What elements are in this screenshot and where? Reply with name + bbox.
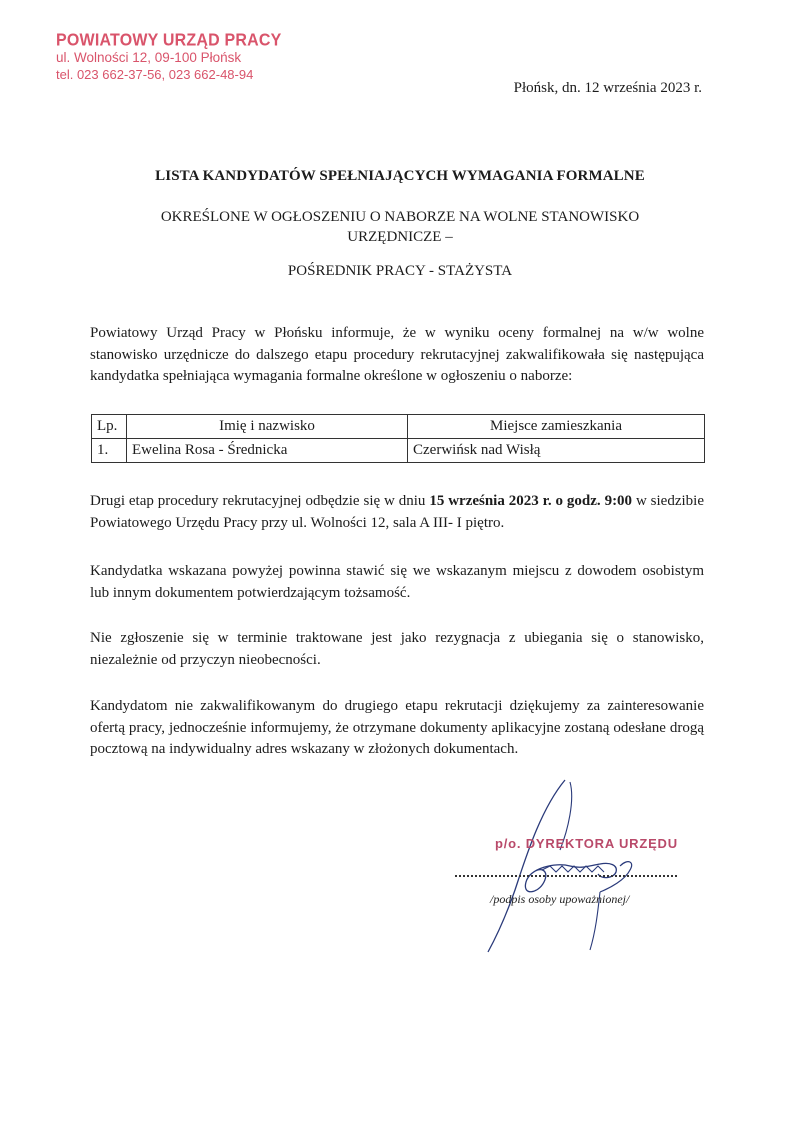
document-subtitle: OKREŚLONE W OGŁOSZENIU O NABORZE NA WOLNE STANOWISKO URZĘDNICZE – bbox=[160, 209, 640, 245]
thanks-paragraph: Kandydatom nie zakwalifikowanym do drugiego etapu rekrutacji dziękujemy za zainteresowanie ofertą pracy, jednocześnie informujemy, że otrzymane dokumenty aplikacyjne zostaną odesłane drogą pocztową na indywidualny adres wskazany w złożonych dokumentach. bbox=[90, 698, 704, 757]
position-title: POŚREDNIK PRACY - STAŻYSTA bbox=[287, 263, 513, 279]
intro-paragraph: Powiatowy Urząd Pracy w Płońsku informuje, że w wyniku oceny formalnej na w/w wolne stanowisko urzędnicze do dalszego etapu procedury rekrutacyjnej zakwalifikowała się następująca kandydatka spełniająca wymagania formalne określone w ogłoszeniu o naborze: bbox=[90, 325, 704, 384]
stamp-office-name: POWIATOWY URZĄD PRACY bbox=[56, 31, 282, 50]
header-lp: Lp. bbox=[92, 415, 127, 439]
stamp-address: ul. Wolności 12, 09-100 Płońsk bbox=[56, 50, 242, 65]
office-stamp bbox=[56, 30, 282, 83]
signature-caption: /podpis osoby upoważnionej/ bbox=[490, 892, 630, 906]
stage2-text-before: Drugi etap procedury rekrutacyjnej odbędzie się w dniu bbox=[90, 493, 430, 509]
row-city: Czerwińsk nad Wisłą bbox=[408, 439, 705, 463]
stage2-paragraph bbox=[90, 491, 704, 534]
table-header-row bbox=[92, 415, 705, 439]
stamp-phone: tel. 023 662-37-56, 023 662-48-94 bbox=[56, 66, 254, 82]
absence-paragraph: Nie zgłoszenie się w terminie traktowane jest jako rezygnacja z ubiegania się o stanowisko, niezależnie od przyczyn nieobecności. bbox=[90, 630, 704, 668]
header-city: Miejsce zamieszkania bbox=[408, 415, 705, 439]
header-name: Imię i nazwisko bbox=[127, 415, 408, 439]
id-paragraph: Kandydatka wskazana powyżej powinna stawić się we wskazanym miejscu z dowodem osobistym lub innym dokumentem potwierdzającym tożsamość. bbox=[90, 563, 704, 601]
candidates-table bbox=[91, 414, 705, 463]
stage2-date-time: 15 września 2023 r. o godz. 9:00 bbox=[429, 493, 633, 509]
signature-role: p/o. DYREKTORA URZĘDU bbox=[495, 836, 678, 851]
document-title: LISTA KANDYDATÓW SPEŁNIAJĄCYCH WYMAGANIA FORMALNE bbox=[155, 168, 645, 184]
row-lp: 1. bbox=[92, 439, 127, 463]
row-name: Ewelina Rosa - Średnicka bbox=[127, 439, 408, 463]
signature-line bbox=[455, 875, 677, 877]
stage2-text-after: w siedzibie Powiatowego Urzędu Pracy przy ul. Wolności 12, sala A III- I piętro. bbox=[90, 493, 704, 531]
table-row bbox=[92, 439, 705, 463]
place-date: Płońsk, dn. 12 września 2023 r. bbox=[513, 80, 702, 96]
handwritten-signature bbox=[470, 770, 690, 960]
